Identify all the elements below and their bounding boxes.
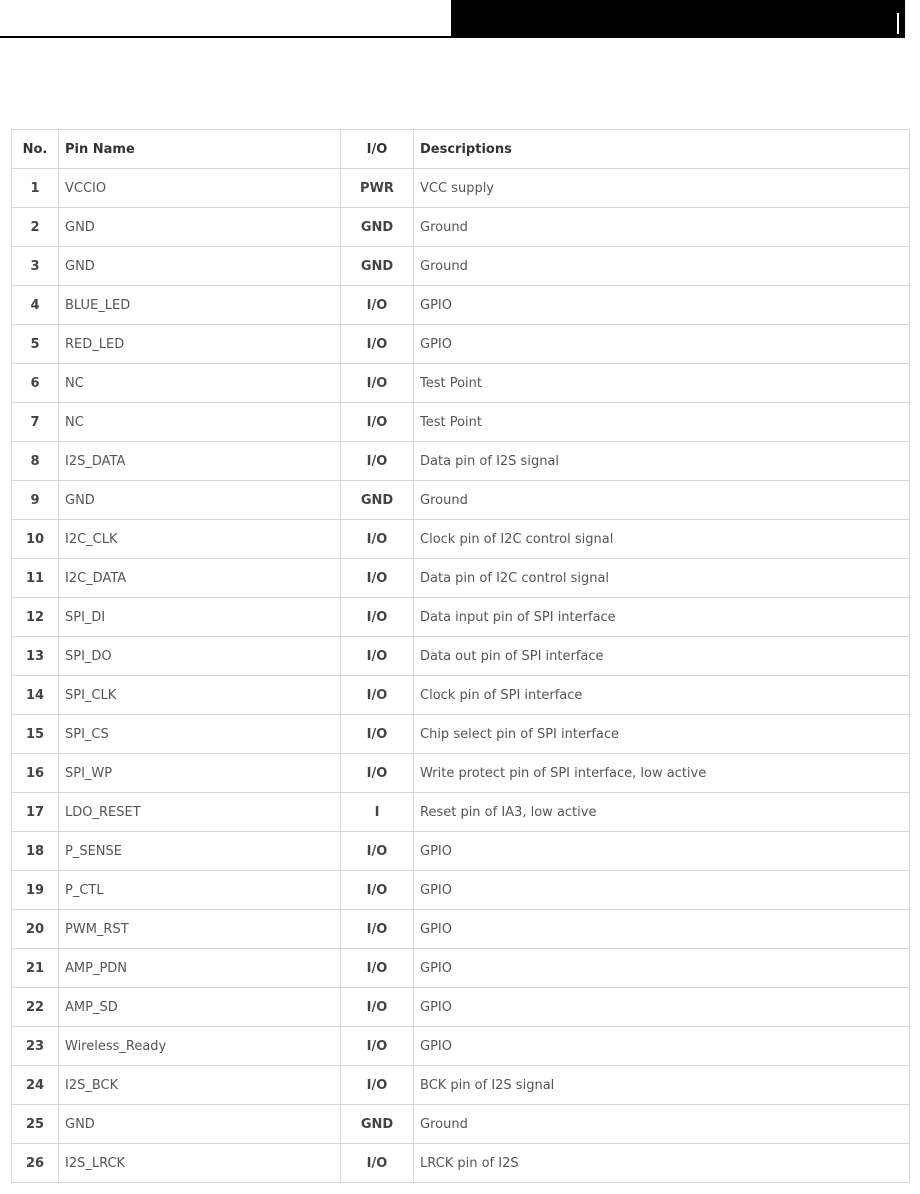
pin-number-cell: 22 [12,988,59,1027]
table-row [12,637,910,676]
pin-description-cell: BCK pin of I2S signal [414,1066,910,1105]
pin-description-cell: Ground [414,1105,910,1144]
table-row [12,871,910,910]
table-row [12,715,910,754]
table-row [12,949,910,988]
pin-io-cell: I/O [341,715,414,754]
column-header-no: No. [12,130,59,169]
column-header-io: I/O [341,130,414,169]
pin-name-cell: I2C_CLK [59,520,341,559]
pin-description-cell: GPIO [414,910,910,949]
table-row [12,676,910,715]
pin-io-cell: I/O [341,988,414,1027]
column-header-pin-name: Pin Name [59,130,341,169]
pin-name-cell: Wireless_Ready [59,1027,341,1066]
pin-number-cell: 16 [12,754,59,793]
table-row [12,793,910,832]
pin-table [11,129,910,1183]
pin-number-cell: 4 [12,286,59,325]
pin-name-cell: I2S_LRCK [59,1144,341,1183]
table-row [12,208,910,247]
pin-number-cell: 5 [12,325,59,364]
table-row [12,910,910,949]
pin-description-cell: Data out pin of SPI interface [414,637,910,676]
pin-number-cell: 20 [12,910,59,949]
table-row [12,598,910,637]
pin-name-cell: RED_LED [59,325,341,364]
pin-description-cell: GPIO [414,871,910,910]
pin-description-cell: GPIO [414,1027,910,1066]
pin-io-cell: I/O [341,559,414,598]
pin-description-cell: Write protect pin of SPI interface, low active [414,754,910,793]
pin-io-cell: GND [341,481,414,520]
table-row [12,325,910,364]
pin-io-cell: I/O [341,871,414,910]
pin-number-cell: 9 [12,481,59,520]
pin-name-cell: VCCIO [59,169,341,208]
pin-name-cell: GND [59,208,341,247]
pin-number-cell: 3 [12,247,59,286]
pin-io-cell: I/O [341,832,414,871]
pin-description-cell: Chip select pin of SPI interface [414,715,910,754]
pin-number-cell: 14 [12,676,59,715]
pin-io-cell: I/O [341,325,414,364]
pin-description-cell: Ground [414,247,910,286]
pin-description-cell: Clock pin of I2C control signal [414,520,910,559]
pin-io-cell: PWR [341,169,414,208]
table-row [12,364,910,403]
pin-name-cell: I2S_DATA [59,442,341,481]
pin-name-cell: I2S_BCK [59,1066,341,1105]
pin-description-cell: Data input pin of SPI interface [414,598,910,637]
table-row [12,520,910,559]
pin-name-cell: GND [59,247,341,286]
pin-io-cell: GND [341,1105,414,1144]
pin-number-cell: 25 [12,1105,59,1144]
pin-name-cell: SPI_CLK [59,676,341,715]
pin-io-cell: I/O [341,1027,414,1066]
pin-io-cell: I/O [341,910,414,949]
pin-number-cell: 13 [12,637,59,676]
table-header-row [12,130,910,169]
pin-io-cell: GND [341,208,414,247]
pin-number-cell: 26 [12,1144,59,1183]
pin-number-cell: 8 [12,442,59,481]
pin-table-body [12,169,910,1183]
pin-description-cell: GPIO [414,988,910,1027]
table-row [12,247,910,286]
pin-name-cell: AMP_SD [59,988,341,1027]
table-row [12,754,910,793]
pin-name-cell: SPI_CS [59,715,341,754]
pin-number-cell: 23 [12,1027,59,1066]
pin-description-cell: GPIO [414,286,910,325]
pin-name-cell: PWM_RST [59,910,341,949]
pin-description-cell: GPIO [414,832,910,871]
table-row [12,286,910,325]
pin-io-cell: I/O [341,1144,414,1183]
pin-description-cell: Ground [414,208,910,247]
pin-name-cell: SPI_WP [59,754,341,793]
header-rule [0,36,905,38]
table-row [12,403,910,442]
pin-io-cell: I/O [341,676,414,715]
table-row [12,1066,910,1105]
pin-number-cell: 17 [12,793,59,832]
header-tick-mark [897,13,899,34]
pin-io-cell: I/O [341,949,414,988]
table-row [12,832,910,871]
table-row [12,559,910,598]
pin-name-cell: P_CTL [59,871,341,910]
pin-name-cell: NC [59,364,341,403]
pin-description-cell: Test Point [414,364,910,403]
pin-name-cell: SPI_DI [59,598,341,637]
table-row [12,1144,910,1183]
pin-io-cell: GND [341,247,414,286]
pin-description-cell: GPIO [414,949,910,988]
pin-number-cell: 10 [12,520,59,559]
pin-description-cell: Test Point [414,403,910,442]
pin-number-cell: 21 [12,949,59,988]
table-row [12,442,910,481]
pin-number-cell: 7 [12,403,59,442]
pin-number-cell: 15 [12,715,59,754]
pin-description-cell: Reset pin of IA3, low active [414,793,910,832]
pin-io-cell: I/O [341,598,414,637]
pin-io-cell: I [341,793,414,832]
table-row [12,1105,910,1144]
pin-number-cell: 1 [12,169,59,208]
pin-name-cell: NC [59,403,341,442]
table-row [12,481,910,520]
table-row [12,988,910,1027]
pin-description-cell: GPIO [414,325,910,364]
pin-name-cell: I2C_DATA [59,559,341,598]
pin-description-cell: VCC supply [414,169,910,208]
table-row [12,1027,910,1066]
table-row [12,169,910,208]
pin-name-cell: AMP_PDN [59,949,341,988]
pin-number-cell: 24 [12,1066,59,1105]
pin-description-cell: Clock pin of SPI interface [414,676,910,715]
pin-number-cell: 18 [12,832,59,871]
pin-io-cell: I/O [341,442,414,481]
pin-name-cell: BLUE_LED [59,286,341,325]
pin-io-cell: I/O [341,754,414,793]
pin-name-cell: SPI_DO [59,637,341,676]
pin-number-cell: 12 [12,598,59,637]
pin-io-cell: I/O [341,403,414,442]
pin-number-cell: 11 [12,559,59,598]
pin-name-cell: GND [59,1105,341,1144]
pin-io-cell: I/O [341,637,414,676]
pin-io-cell: I/O [341,1066,414,1105]
pin-description-cell: Data pin of I2S signal [414,442,910,481]
pin-number-cell: 6 [12,364,59,403]
pin-description-cell: Ground [414,481,910,520]
column-header-descriptions: Descriptions [414,130,910,169]
pin-io-cell: I/O [341,286,414,325]
pin-description-cell: Data pin of I2C control signal [414,559,910,598]
pin-name-cell: P_SENSE [59,832,341,871]
pin-number-cell: 2 [12,208,59,247]
pin-name-cell: GND [59,481,341,520]
header-bar [451,0,905,36]
pin-description-cell: LRCK pin of I2S [414,1144,910,1183]
pin-number-cell: 19 [12,871,59,910]
pin-io-cell: I/O [341,364,414,403]
pin-name-cell: LDO_RESET [59,793,341,832]
pin-io-cell: I/O [341,520,414,559]
